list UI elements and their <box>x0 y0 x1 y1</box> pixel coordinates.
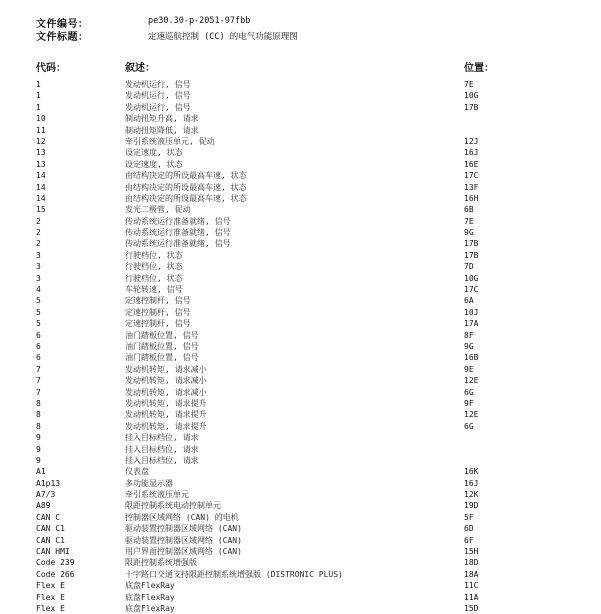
row-description: 发动机转矩, 请求减小 <box>125 387 207 397</box>
row-description: 底盘FlexRay <box>125 592 175 602</box>
row-code: 2 <box>36 216 41 226</box>
row-code: 14 <box>36 182 46 192</box>
row-position: 13F <box>464 182 479 192</box>
row-description: 由结构决定的所设最高车速, 状态 <box>125 182 247 192</box>
row-description: 底盘FlexRay <box>125 581 175 591</box>
table-row <box>0 546 601 557</box>
row-position: 9E <box>464 364 474 374</box>
row-description: 牵引系统液压单元, 促动 <box>125 136 215 146</box>
row-position: 16K <box>464 467 479 477</box>
row-code: 9 <box>36 455 41 465</box>
table-row <box>0 102 601 113</box>
row-description: 限距控制系统电动控制单元 <box>125 501 221 511</box>
table-row <box>0 295 601 306</box>
row-position: 16B <box>464 353 479 363</box>
table-row <box>0 136 601 147</box>
table-row <box>0 557 601 568</box>
row-position: 6A <box>464 296 474 306</box>
table-row <box>0 204 601 215</box>
row-code: CAN C1 <box>36 535 65 545</box>
row-code: 3 <box>36 262 41 272</box>
row-code: CAN C1 <box>36 524 65 534</box>
row-description: 发动机转矩, 请求提升 <box>125 421 207 431</box>
row-code: 13 <box>36 159 46 169</box>
row-position: 6F <box>464 535 474 545</box>
row-position: 11C <box>464 581 479 591</box>
row-code: 4 <box>36 285 41 295</box>
row-position: 7D <box>464 262 474 272</box>
row-position: 16J <box>464 148 479 158</box>
row-code: 7 <box>36 364 41 374</box>
row-code: 7 <box>36 376 41 386</box>
table-row <box>0 592 601 603</box>
row-code: 1 <box>36 102 41 112</box>
row-description: 制动扭矩升高, 请求 <box>125 114 199 124</box>
table-row <box>0 227 601 238</box>
row-position: 7E <box>464 80 474 89</box>
row-code: 2 <box>36 239 41 249</box>
row-position: 17B <box>464 250 479 260</box>
row-description: 发动机转矩, 请求减小 <box>125 376 207 386</box>
row-code: CAN C <box>36 512 61 522</box>
table-row <box>0 364 601 375</box>
table-row <box>0 261 601 272</box>
table-row <box>0 159 601 170</box>
column-header-position: 位置： <box>464 63 494 74</box>
row-code: 8 <box>36 398 41 408</box>
table-row <box>0 398 601 409</box>
row-description: 传动系统运行准备就绪, 信号 <box>125 239 231 249</box>
row-position: 6G <box>464 387 474 397</box>
row-description: 油门踏板位置, 信号 <box>125 353 199 363</box>
row-description: 十字路口交通支持限距控制系统增强版 (DISTRONIC PLUS) <box>125 569 343 579</box>
row-description: 油门踏板位置, 信号 <box>125 330 199 340</box>
table-row <box>0 90 601 101</box>
row-position: 16H <box>464 193 479 203</box>
table-row <box>0 535 601 546</box>
row-description: 驱动装置控制器区域网络 (CAN) <box>125 524 242 534</box>
row-description: 发光二极管, 促动 <box>125 205 191 215</box>
row-description: 设定速度, 状态 <box>125 148 183 158</box>
row-code: A89 <box>36 501 51 511</box>
row-position: 15D <box>464 603 479 613</box>
row-code: 5 <box>36 307 41 317</box>
row-code: 13 <box>36 148 46 158</box>
row-code: 6 <box>36 330 41 340</box>
row-position: 6B <box>464 205 474 215</box>
row-description: 挂入目标档位, 请求 <box>125 444 199 454</box>
table-row <box>0 352 601 363</box>
row-description: 由结构决定的所设最高车速, 状态 <box>125 171 247 181</box>
table-row <box>0 341 601 352</box>
row-code: A1 <box>36 467 46 477</box>
file-title-label: 文件标题： <box>36 32 89 43</box>
row-code: 2 <box>36 228 41 238</box>
table-row <box>0 421 601 432</box>
row-position: 10G <box>464 273 479 283</box>
table-row <box>0 113 601 124</box>
row-description: 行驶档位, 状态 <box>125 262 183 272</box>
row-description: 定速控制杆, 信号 <box>125 319 191 329</box>
row-position: 5F <box>464 512 474 522</box>
row-code: 6 <box>36 353 41 363</box>
table-row <box>0 182 601 193</box>
row-code: 1 <box>36 80 41 89</box>
table-row <box>0 238 601 249</box>
row-description: 发动机转矩, 请求提升 <box>125 410 207 420</box>
row-code: 14 <box>36 171 46 181</box>
row-description: 牵引系统液压单元 <box>125 490 189 500</box>
row-position: 12J <box>464 136 479 146</box>
table-row <box>0 193 601 204</box>
row-code: A1p13 <box>36 478 61 488</box>
row-code: Flex E <box>36 603 65 613</box>
row-description: 底盘FlexRay <box>125 603 175 613</box>
row-code: 12 <box>36 136 46 146</box>
row-code: 5 <box>36 319 41 329</box>
row-position: 18A <box>464 569 479 579</box>
row-code: Flex E <box>36 581 65 591</box>
row-position: 17A <box>464 319 479 329</box>
row-code: CAN HMI <box>36 547 70 557</box>
table-row <box>0 478 601 489</box>
row-description: 发动机转矩, 请求减小 <box>125 364 207 374</box>
row-position: 16E <box>464 159 479 169</box>
file-title-value: 定速巡航控制 (CC) 的电气功能原理图 <box>148 32 298 42</box>
row-code: 15 <box>36 205 46 215</box>
row-position: 12E <box>464 410 479 420</box>
table-row <box>0 318 601 329</box>
row-code: 7 <box>36 387 41 397</box>
table-row <box>0 489 601 500</box>
row-code: 10 <box>36 114 46 124</box>
row-code: A7/3 <box>36 490 56 500</box>
row-position: 10J <box>464 307 479 317</box>
row-code: 11 <box>36 125 46 135</box>
table-row <box>0 569 601 580</box>
table-row <box>0 125 601 136</box>
file-number-value: pe30.30-p-2051-97fbb <box>148 16 251 26</box>
row-position: 8F <box>464 330 474 340</box>
row-code: 1 <box>36 91 41 101</box>
row-code: 9 <box>36 444 41 454</box>
row-description: 制动扭矩降低, 请求 <box>125 125 199 135</box>
row-description: 发动机转矩, 请求提升 <box>125 398 207 408</box>
table-row <box>0 523 601 534</box>
row-code: Code 239 <box>36 558 75 568</box>
row-position: 7E <box>464 216 474 226</box>
table-row <box>0 580 601 591</box>
legend-table <box>0 79 601 614</box>
table-row <box>0 387 601 398</box>
row-code: 8 <box>36 410 41 420</box>
row-position: 17C <box>464 171 479 181</box>
row-position: 17B <box>464 239 479 249</box>
table-row <box>0 432 601 443</box>
row-description: 挂入目标档位, 请求 <box>125 455 199 465</box>
table-row <box>0 330 601 341</box>
row-position: 6D <box>464 524 474 534</box>
table-row <box>0 284 601 295</box>
row-description: 设定速度, 状态 <box>125 159 183 169</box>
row-description: 用户界面控制器区域网络 (CAN) <box>125 547 242 557</box>
table-row <box>0 444 601 455</box>
table-row <box>0 307 601 318</box>
row-description: 传动系统运行准备就绪, 信号 <box>125 216 231 226</box>
row-position: 17B <box>464 102 479 112</box>
row-position: 16J <box>464 478 479 488</box>
row-position: 11A <box>464 592 479 602</box>
file-number-label: 文件编号： <box>36 19 89 30</box>
row-description: 定速控制杆, 信号 <box>125 296 191 306</box>
column-header-description: 叙述： <box>125 63 155 74</box>
row-description: 控制器区域网络 (CAN) 的电机 <box>125 512 239 522</box>
row-code: 6 <box>36 341 41 351</box>
row-description: 仪表盘 <box>125 467 149 477</box>
row-position: 9F <box>464 398 474 408</box>
table-row <box>0 250 601 261</box>
row-code: Code 266 <box>36 569 75 579</box>
row-position: 9G <box>464 228 474 238</box>
table-row <box>0 409 601 420</box>
row-description: 传动系统运行准备就绪, 信号 <box>125 228 231 238</box>
row-description: 发动机运行, 信号 <box>125 91 191 101</box>
table-row <box>0 147 601 158</box>
row-position: 12E <box>464 376 479 386</box>
row-position: 6G <box>464 421 474 431</box>
row-description: 多功能显示器 <box>125 478 173 488</box>
row-code: Flex E <box>36 592 65 602</box>
column-header-code: 代码： <box>36 63 66 74</box>
row-position: 19D <box>464 501 479 511</box>
row-code: 8 <box>36 421 41 431</box>
row-description: 油门踏板位置, 信号 <box>125 341 199 351</box>
table-row <box>0 500 601 511</box>
row-description: 车轮转速, 信号 <box>125 285 183 295</box>
row-description: 挂入目标档位, 请求 <box>125 433 199 443</box>
table-row <box>0 512 601 523</box>
row-description: 行驶档位, 状态 <box>125 250 183 260</box>
table-row <box>0 375 601 386</box>
table-row <box>0 170 601 181</box>
table-row <box>0 466 601 477</box>
table-row <box>0 216 601 227</box>
row-code: 9 <box>36 433 41 443</box>
table-row <box>0 79 601 90</box>
row-description: 由结构决定的所设最高车速, 状态 <box>125 193 247 203</box>
row-description: 驱动装置控制器区域网络 (CAN) <box>125 535 242 545</box>
row-description: 发动机运行, 信号 <box>125 102 191 112</box>
row-position: 17C <box>464 285 479 295</box>
row-description: 行驶档位, 状态 <box>125 273 183 283</box>
table-row <box>0 273 601 284</box>
row-position: 10G <box>464 91 479 101</box>
row-code: 14 <box>36 193 46 203</box>
row-description: 发动机运行, 信号 <box>125 80 191 89</box>
row-position: 12K <box>464 490 479 500</box>
row-description: 限距控制系统增强版 <box>125 558 197 568</box>
table-row <box>0 455 601 466</box>
row-code: 5 <box>36 296 41 306</box>
row-code: 3 <box>36 250 41 260</box>
row-description: 定速控制杆, 信号 <box>125 307 191 317</box>
table-row <box>0 603 601 614</box>
row-position: 15H <box>464 547 479 557</box>
row-position: 18D <box>464 558 479 568</box>
row-code: 3 <box>36 273 41 283</box>
row-position: 9G <box>464 341 474 351</box>
